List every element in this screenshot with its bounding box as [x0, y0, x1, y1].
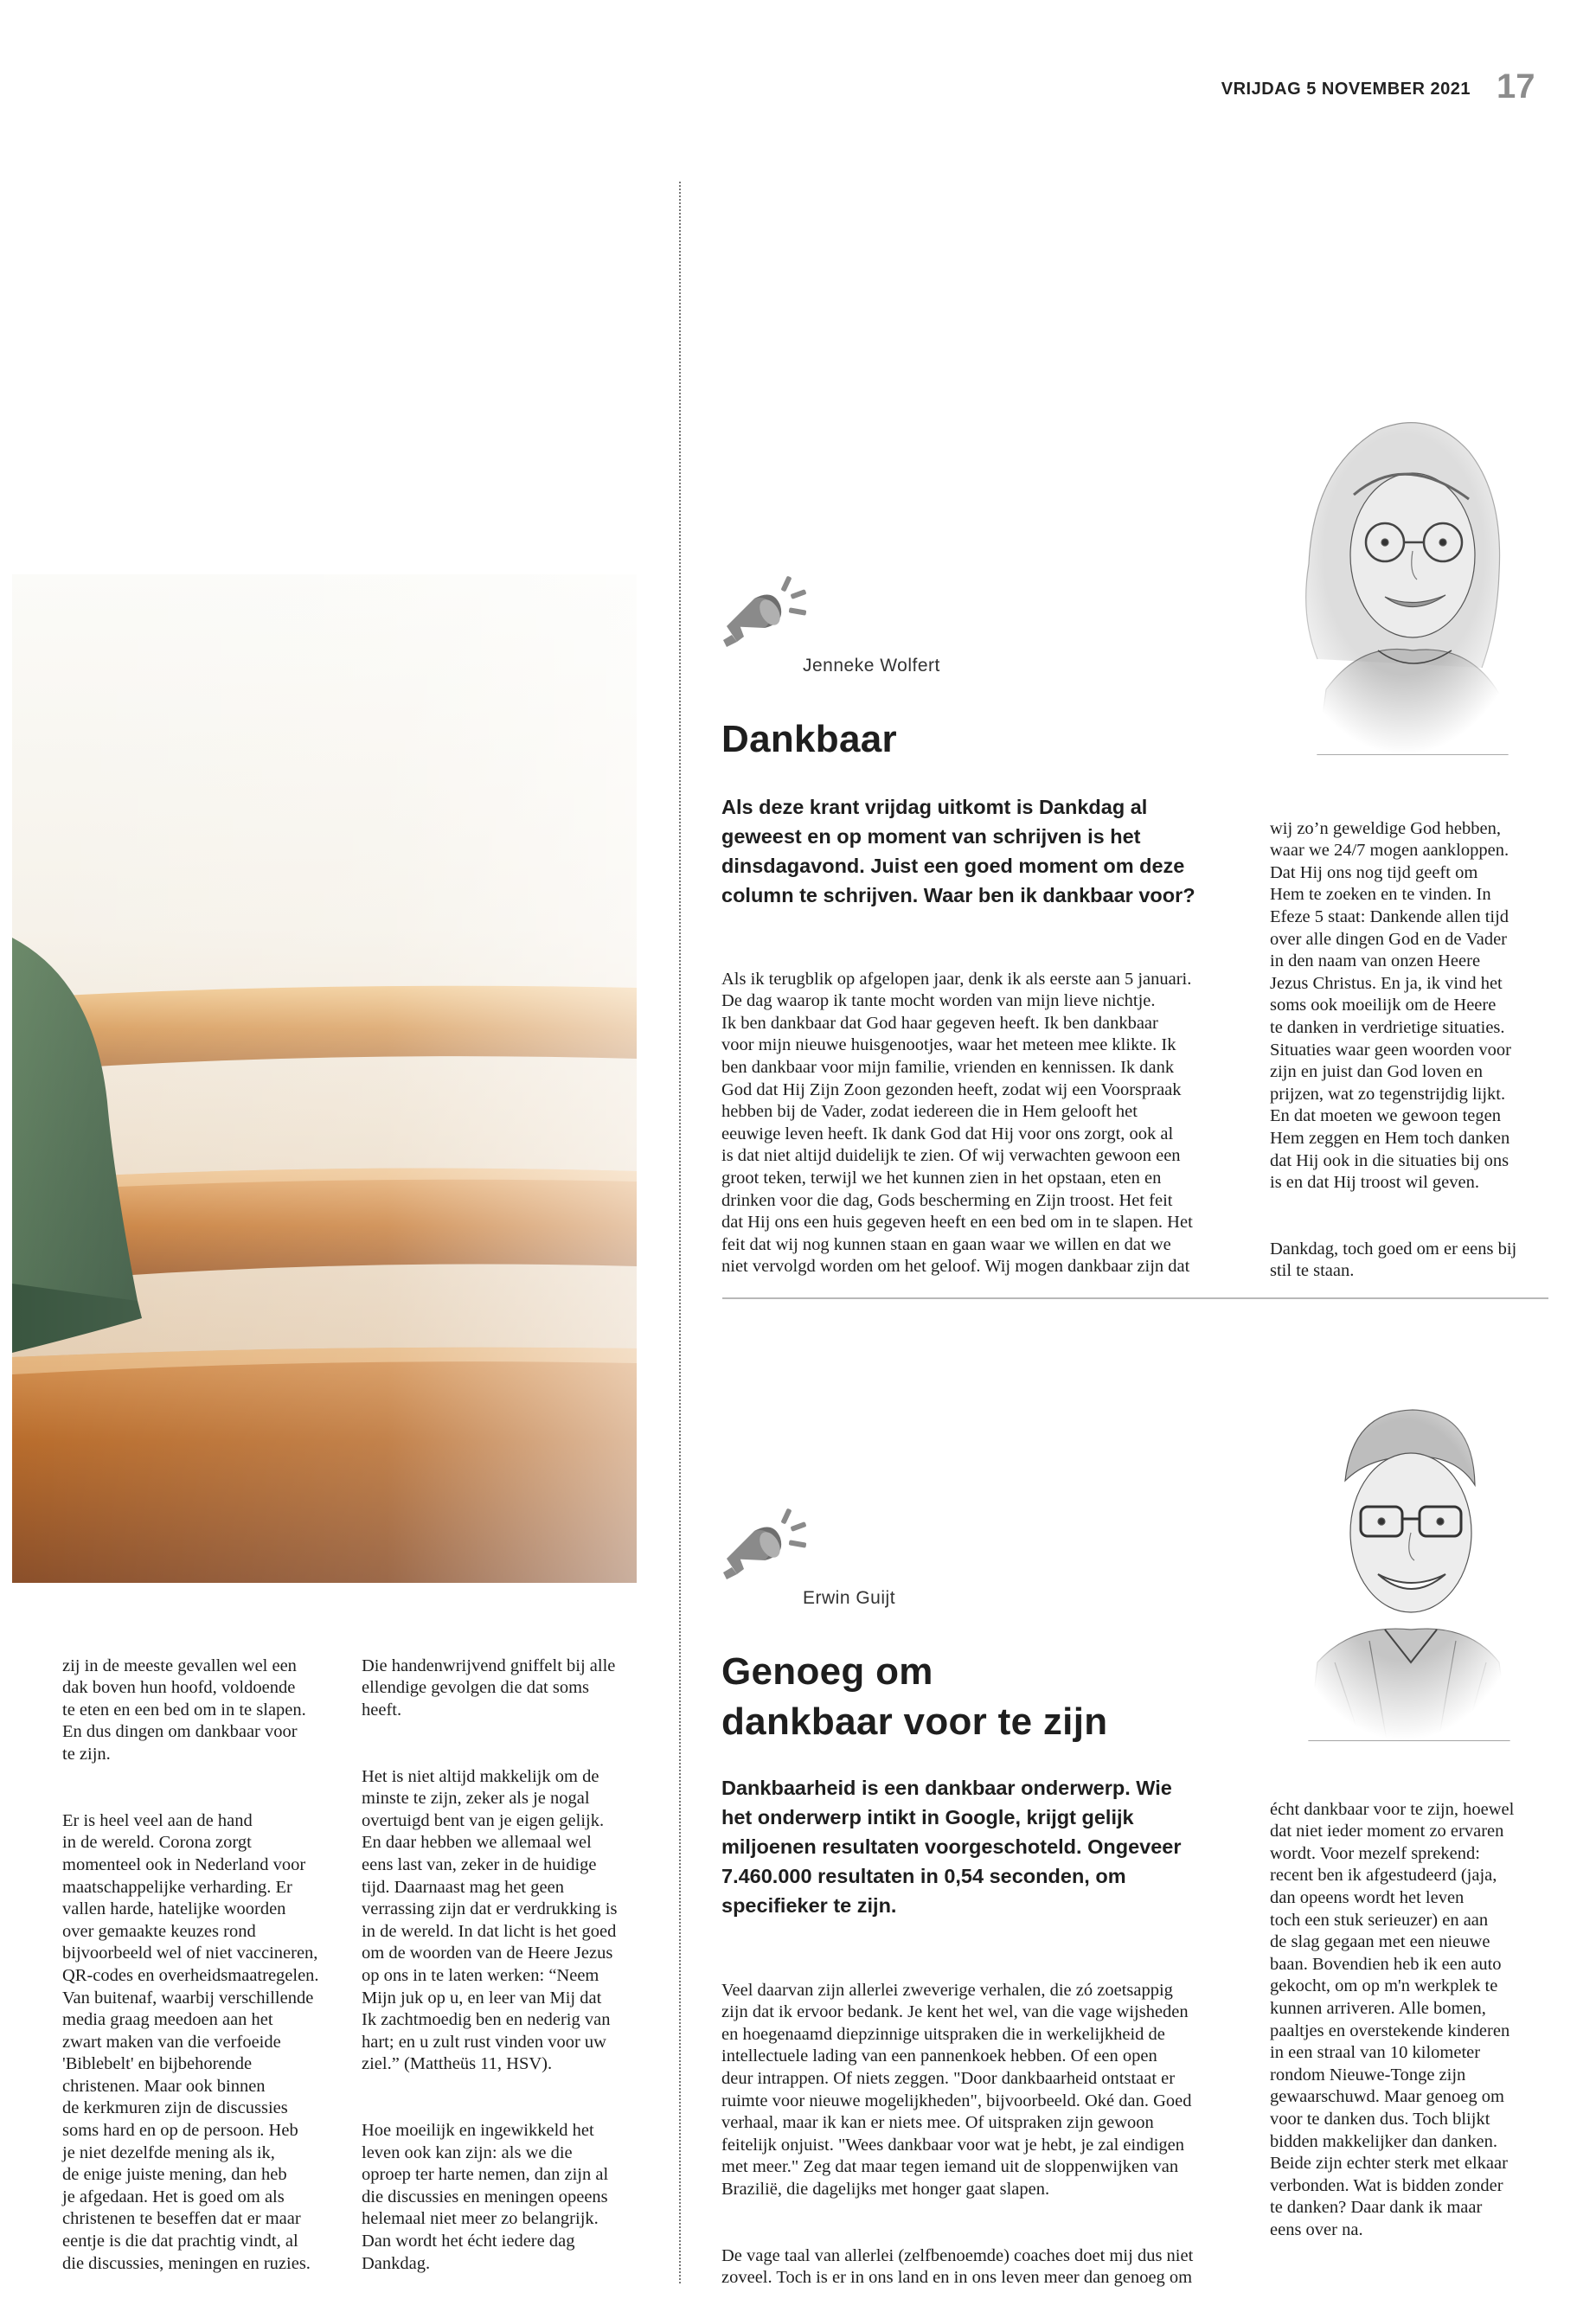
paragraph: Er is heel veel aan de hand in de wereld. Corona zorgt momenteel ook in Nederland voor maatschappelijke verharding. Er vallen harde, hatelijke woorden over gemaakte keuzes rond bijvoorbeeld wel of niet vaccineren, QR-codes en overheidsmaatregelen. Van buitenaf, waarbij verschillende media graag meedoen aan het zwart maken van die verfoeide 'Biblebelt' en bijbehorende christenen. Maar ook binnen de kerkmuren zijn de discussies soms hard en op de persoon. Heb je niet dezelfde mening als ik, de enige juiste mening, dan heb je afgedaan. Het is goed om als christenen te beseffen dat er maar eentje is die dat prachtig vindt, al die discussies, meningen en ruzies.	[62, 1810, 319, 2273]
paragraph: zij in de meeste gevallen wel een dak boven hun hoofd, voldoende te eten en een bed om in te slapen. En dus dingen om dankbaar voor te zijn.	[62, 1656, 306, 1764]
author-portrait-erwin	[1283, 1377, 1525, 1740]
paragraph: Als ik terugblik op afgelopen jaar, denk ik als eerste aan 5 januari. De dag waarop ik tante mocht worden van mijn lieve nichtje. Ik ben dankbaar dat God haar gegeven heeft. Ik ben dankbaar voor mijn nieuwe huisgenootjes, waar het meteen mee klikte. Ik ben dankbaar voor mijn familie, vrienden en kennissen. Ik dank God dat Hij Zijn Zoon gezonden heeft, zodat wij een Voorspraak hebben bij de Vader, zodat iedereen die in Hem gelooft het eeuwige leven heeft. Ik dank God dat Hij voor ons zorgt, ook al is dat niet altijd duidelijk te zien. Of wij verwachten gewoon een groot teken, terwijl we het kunnen zien in het opstaan, eten en drinken voor die dag, Gods bescherming en Zijn troost. Het feit dat Hij ons een huis gegeven heeft en een bed om in te slapen. Het feit dat wij nog kunnen staan en gaan waar we willen en dat we niet vervolgd worden om het geloof. Wij mogen dankbaar zijn dat	[721, 969, 1193, 1277]
paragraph: Het is niet altijd makkelijk om de minste te zijn, zeker als je nogal overtuigd bent van je eigen gelijk. En daar hebben we allemaal wel eens last van, zeker in de huidige tijd. Daarnaast mag het geen verrassing zijn dat er verdrukking is in de wereld. In dat licht is het goed om de woorden van de Heere Jezus op ons in te laten werken: “Neem Mijn juk op u, en leer van Mij dat Ik zachtmoedig ben en nederig van hart; en u zult rust vinden voor uw ziel.” (Mattheüs 11, HSV).	[362, 1766, 618, 2074]
church-pews-image	[12, 574, 637, 1583]
article-title-line-2: dankbaar voor te zijn	[721, 1700, 1108, 1744]
paragraph: De vage taal van allerlei (zelfbenoemde) coaches doet mij dus niet zoveel. Toch is er in ons land en in ons leven meer dan genoeg om	[721, 2245, 1194, 2288]
paragraph: Veel daarvan zijn allerlei zweverige verhalen, die zó zoetsappig zijn dat ik ervoor bedank. Je kent het wel, van die vage wijsheden en hoegenaamd diepzinnige uitspraken die in werkelijkheid de intellectuele lading van een pannenkoek hebben. Of een open deur intrappen. Of niets zeggen. "Door dankbaarheid ontstaat er ruimte voor nieuwe mogelijkheden", bijvoorbeeld. Oké dan. Goed verhaal, maar ik kan er niets mee. Of uitspraken zijn gewoon feitelijk onjuist. "Wees dankbaar voor wat je hebt, je zal eindigen met meer." Zeg dat maar tegen iemand uit de sloppenwijken van Brazilië, die dagelijks met honger gaat slapen.	[721, 1980, 1192, 2199]
issue-date: VRIJDAG 5 NOVEMBER 2021	[1221, 80, 1471, 99]
megaphone-icon	[720, 573, 819, 659]
paragraph: Dankdag, toch goed om er eens bij stil te staan.	[1270, 1239, 1517, 1281]
article-body-column-1	[721, 1957, 1258, 2312]
article-lead: Dankbaarheid is een dankbaar onderwerp. Wie het onderwerp intikt in Google, krijgt gelijk miljoenen resultaten voorgeschoteld. Ongeveer 7.460.000 resultaten in 0,54 seconden, om specifieker te zijn.	[721, 1777, 1182, 1917]
article-body-column-2	[1270, 796, 1555, 1305]
paragraph: écht dankbaar voor te zijn, hoewel dat niet ieder moment zo ervaren wordt. Voor mezelf sprekend: recent ben ik afgestudeerd (jaja, dan opeens wordt het leven toch een stuk serieuzer) en aan de slag gegaan met een nieuwe baan. Bovendien heb ik een auto gekocht, om op m'n werkplek te kunnen arriveren. Alle bomen, paaltjes en overstekende kinderen in een straal van 10 kilometer rondom Nieuwe-Tonge zijn gewaarschuwd. Maar genoeg om voor te danken dus. Toch blijkt bidden makkelijker dan danken. Beide zijn echter sterk met elkaar verbonden. Wat is bidden zonder te danken? Daar dank ik maar eens over na.	[1270, 1799, 1515, 2239]
article-title	[721, 1647, 1107, 1747]
author-name: Jenneke Wolfert	[803, 656, 940, 676]
left-article-column-2	[362, 1633, 647, 2297]
author-name: Erwin Guijt	[803, 1588, 896, 1608]
article-body-column-1	[721, 946, 1258, 1301]
paragraph: Hoe moeilijk en ingewikkeld het leven ook kan zijn: als we die oproep ter harte nemen, dan zijn al die discussies en meningen opeens helemaal niet meer zo belangrijk. Dan wordt het écht iedere dag Dankdag.	[362, 2121, 609, 2273]
article-title-line-1: Genoeg om	[721, 1650, 933, 1693]
page-number: 17	[1497, 67, 1535, 106]
article-lead: Als deze krant vrijdag uitkomt is Dankdag al geweest en op moment van schrijven is het dinsdagavond. Juist een goed moment om deze column te schrijven. Waar ben ik dankbaar voor?	[721, 796, 1195, 906]
paragraph: wij zo’n geweldige God hebben, waar we 24/7 mogen aankloppen. Dat Hij ons nog tijd geeft om Hem te zoeken en te vinden. In Efeze 5 staat: Dankende allen tijd over alle dingen God en de Vader in den naam van onzen Heere Jezus Christus. En ja, ik vind het soms ook moeilijk om de Heere te danken in verdrietige situaties. Situaties waar geen woorden voor zijn en juist dan God loven en prijzen, wat zo tegenstrijdig lijkt. En dat moeten we gewoon tegen Hem zeggen en Hem toch danken dat Hij ook in die situaties bij ons is en dat Hij troost wil geven.	[1270, 818, 1511, 1193]
left-article-column-1	[62, 1633, 339, 2297]
column-divider	[679, 182, 681, 2283]
megaphone-icon	[720, 1505, 819, 1592]
author-portrait-jenneke	[1283, 391, 1525, 754]
article-body-column-2	[1270, 1777, 1555, 2264]
church-pews-photo	[12, 574, 637, 1583]
article-title: Dankbaar	[721, 718, 897, 760]
paragraph: Die handenwrijvend gniffelt bij alle ellendige gevolgen die dat soms heeft.	[362, 1656, 616, 1720]
